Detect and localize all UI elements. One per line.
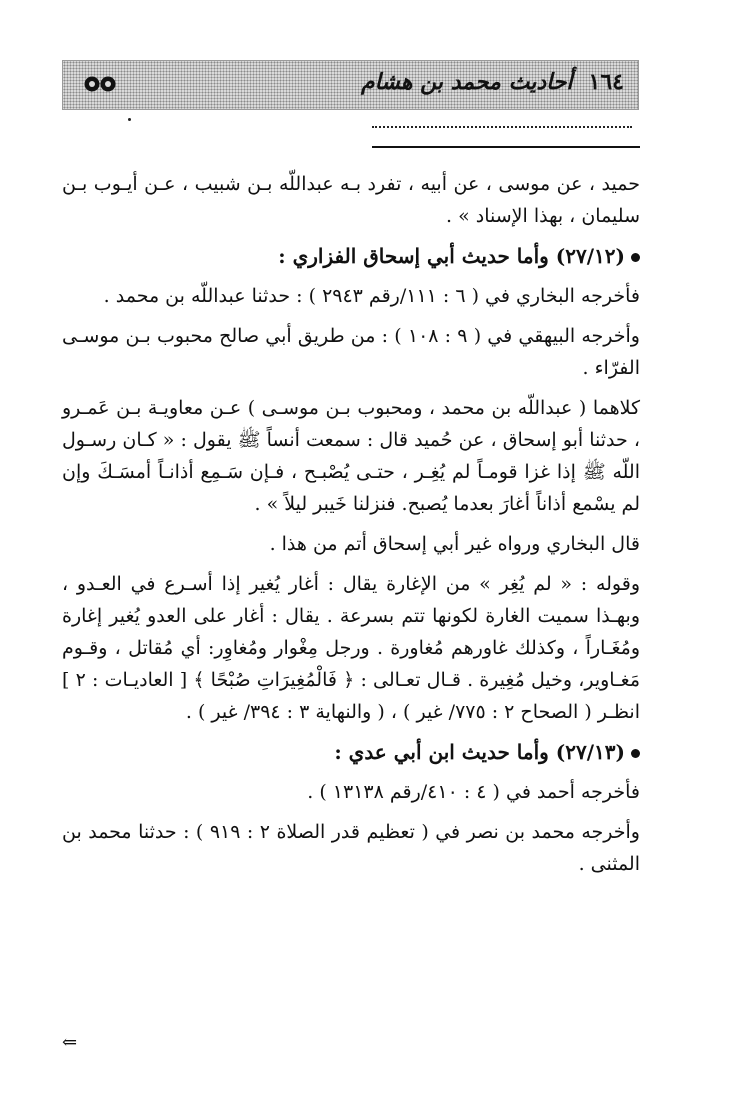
book-title: أحاديث محمد بن هشام [360, 69, 573, 95]
section-heading: (٢٧/١٢) وأما حديث أبي إسحاق الفزاري : [62, 240, 640, 272]
header-title [361, 69, 624, 95]
paragraph: حميد ، عن موسى ، عن أبيه ، تفرد بـه عبداللّه بـن شبيب ، عـن أيـوب بـن سليمان ، بهذا الإسناد » . [62, 173, 640, 227]
page-body [62, 168, 640, 888]
continue-arrow-icon: ⇐ [62, 1032, 78, 1053]
bullet-icon [631, 749, 640, 758]
bullet-icon [631, 253, 640, 262]
section-heading: (٢٧/١٣) وأما حديث ابن أبي عدي : [62, 736, 640, 768]
paragraph: كلاهما ( عبداللّه بن محمد ، ومحبوب بـن موسـى ) عـن معاويـة بـن عَمـرو ، حدثنا أبو إسحاق ، عن حُميد قال : سمعت أنساً ﷺ يقول : « كـان رسـول اللّه ﷺ إذا غزا قومـاً لم يُغِـر ، حتـى يُصْبـح ، فـإن سَـمِع أذانـاً أمسَـكَ وإن لم يسْمع أذاناً أغارَ بعدما يُصبح. فنزلنا خَيبر ليلاً » . [62, 397, 640, 515]
paragraph: وقوله : « لم يُغِر » من الإغارة يقال : أغار يُغير إذا أسـرع في العـدو ، وبهـذا سميت الغارة لكونها تتم بسرعة . يقال : أغار على العدو يُغير إغارة ومُغَـاراً ، وكذلك غاورهم مُغاورة . ورجل مِغْوار ومُغاوِر: أي مُقاتل ، وقـوم مَغـاوير، وخيل مُغِيرة . قـال تعـالى : ﴿ فَالْمُغِيرَاتِ صُبْحًا ﴾ [ العاديـات : ٢ ] انظـر ( الصحاح ٢ : ٧٧٥/ غير ) ، ( والنهاية ٣ : ٣٩٤/ غير ) . [62, 573, 640, 723]
paragraph: وأخرجه محمد بن نصر في ( تعظيم قدر الصلاة ٢ : ٩١٩ ) : حدثنا محمد بن المثنى . [62, 821, 640, 875]
paragraph: فأخرجه أحمد في ( ٤ : ٤١٠/رقم ١٣١٣٨ ) . [307, 781, 640, 803]
solid-divider [372, 146, 640, 148]
page-number: ١٦٤ [588, 69, 624, 95]
dotted-divider [372, 118, 632, 128]
paragraph: قال البخاري ورواه غير أبي إسحاق أتم من هذا . [269, 533, 640, 555]
paragraph: وأخرجه البيهقي في ( ٩ : ١٠٨ ) : من طريق أبي صالح محبوب بـن موسـى الفرّاء . [62, 325, 640, 379]
stray-mark [128, 118, 131, 121]
ornament-icon [83, 75, 117, 93]
paragraph: فأخرجه البخاري في ( ٦ : ١١١/رقم ٢٩٤٣ ) : حدثنا عبداللّه بن محمد . [103, 285, 640, 307]
page-header [62, 60, 639, 110]
